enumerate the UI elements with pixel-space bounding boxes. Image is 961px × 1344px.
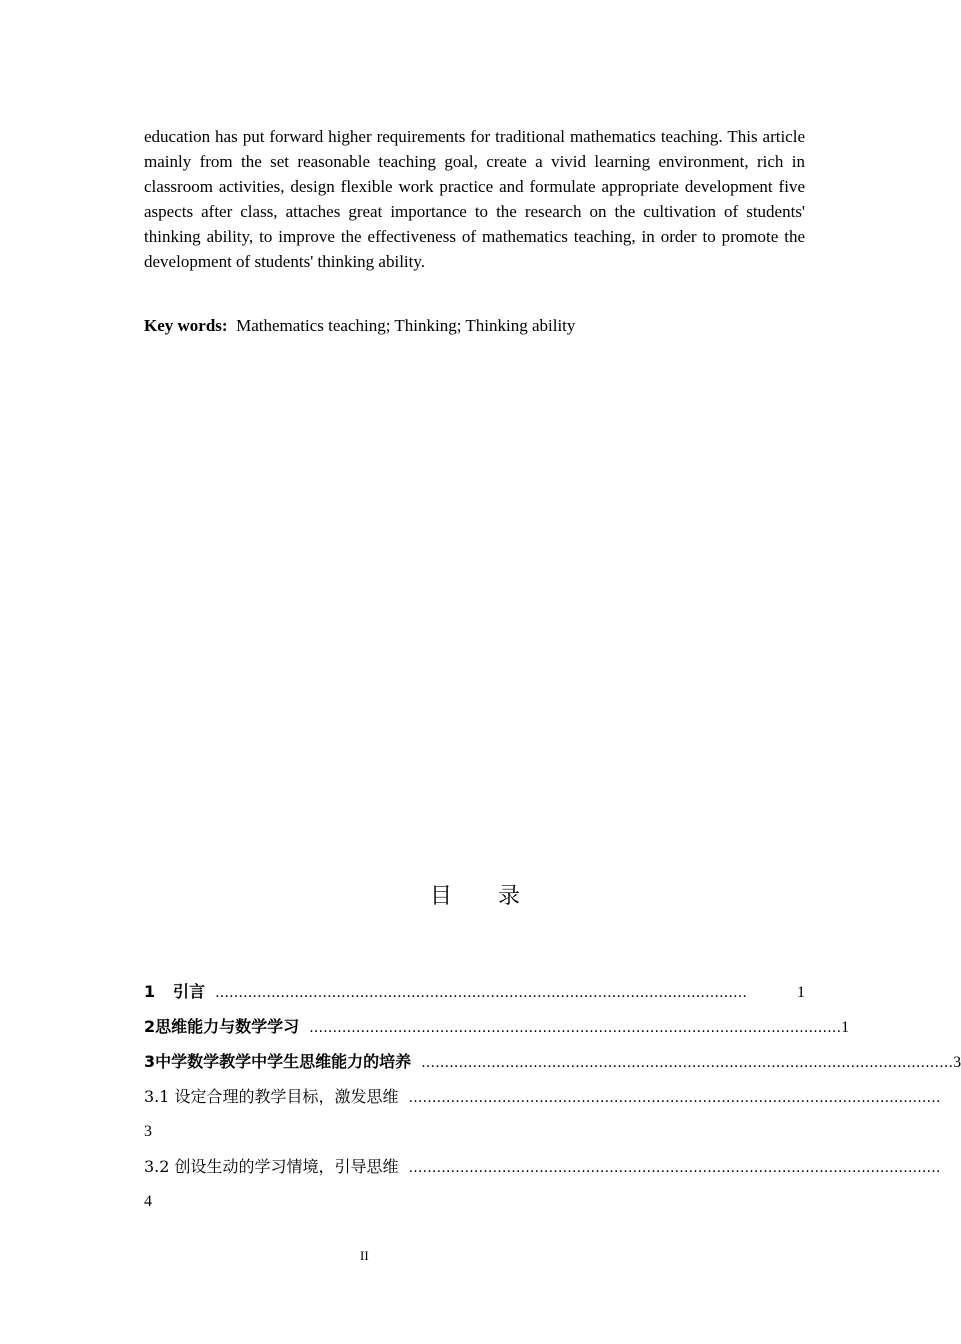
keywords-value: Mathematics teaching; Thinking; Thinking ability	[236, 316, 576, 335]
toc-title	[0, 880, 950, 914]
toc-entry-leader: ……………………………………………………………………………………………………	[309, 1020, 842, 1036]
toc-entry-label: 引言	[173, 982, 206, 1001]
toc-entry-leader: ……………………………………………………………………………………………………	[408, 1160, 941, 1176]
toc-entry-1[interactable]	[144, 979, 805, 1005]
toc-entry-number: 1	[144, 982, 156, 1001]
abstract-paragraph: education has put forward higher requirements for traditional mathematics teaching. This article mainly from the set reasonable teaching goal, create a vivid learning environment, rich in classroom activities, design flexible work practice and formulate appropriate development five aspects after class, attaches great importance to the research on the cultivation of students' thinking ability, to improve the effectiveness of mathematics teaching, in order to promote the development of students' thinking ability.	[144, 127, 805, 271]
toc-entry-3-2-page: 4	[144, 1193, 152, 1210]
toc-entry-3-1[interactable]	[144, 1084, 941, 1110]
toc-entry-3-2[interactable]	[144, 1154, 941, 1180]
toc-entry-page: 1	[841, 1019, 850, 1036]
toc-entry-label: 思维能力与数学学习	[155, 1017, 300, 1036]
toc-entry-leader: ……………………………………………………………………………………………………	[215, 985, 748, 1001]
keywords-line	[144, 313, 805, 338]
toc-entry-leader: ……………………………………………………………………………………………………	[421, 1055, 954, 1071]
toc-entry-2[interactable]	[144, 1014, 850, 1040]
toc-entry-label: 中学数学教学中学生思维能力的培养	[155, 1052, 412, 1071]
footer-page-number: II	[360, 1248, 369, 1263]
toc-entry-number: 2	[144, 1017, 156, 1036]
toc-entry-3[interactable]	[144, 1049, 961, 1075]
keywords-label: Key words:	[144, 316, 228, 335]
toc-entry-leader: ……………………………………………………………………………………………………	[408, 1090, 941, 1106]
toc-entry-page: 1	[797, 984, 805, 1001]
toc-entry-label: 3.2 创设生动的学习情境，引导思维	[144, 1157, 399, 1176]
toc-entry-label: 3.1 设定合理的教学目标，激发思维	[144, 1087, 399, 1106]
toc-entry-3-1-page: 3	[144, 1123, 152, 1140]
toc-title-first-char: 目	[429, 884, 452, 909]
toc-title-second-char: 录	[498, 884, 521, 909]
toc-entry-number: 3	[144, 1052, 156, 1071]
toc-entry-page: 3	[953, 1054, 961, 1071]
